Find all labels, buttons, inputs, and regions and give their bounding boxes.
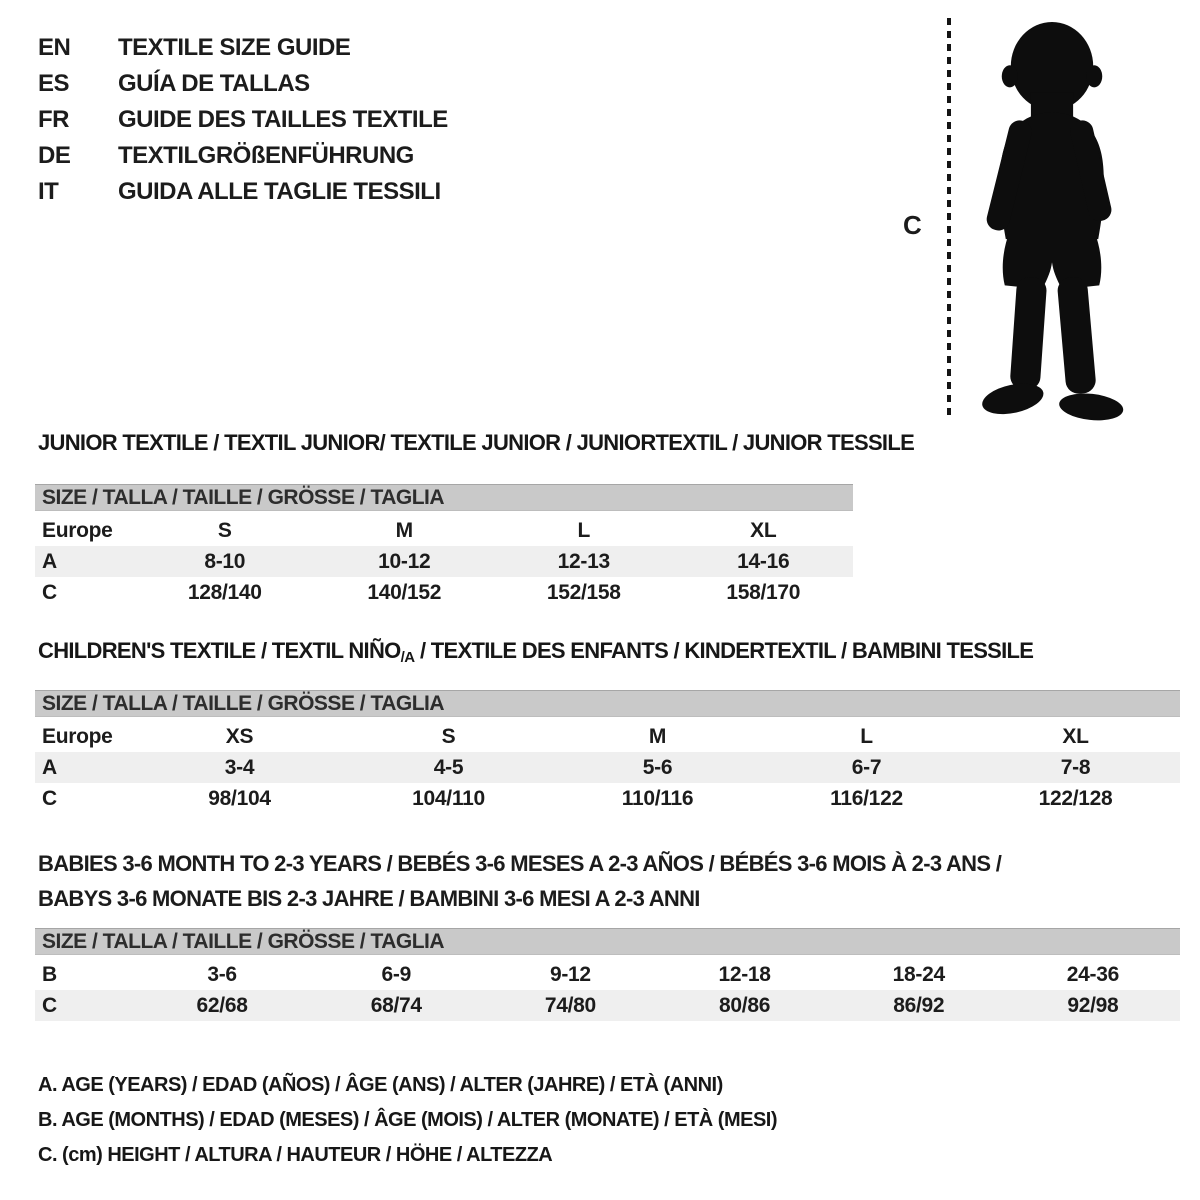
language-code: ES	[38, 70, 70, 97]
table-cell: 12-18	[718, 962, 771, 986]
table-row	[35, 990, 1180, 1021]
table-row	[35, 577, 853, 608]
table-row	[35, 752, 1180, 783]
children-title-subscript: /A	[400, 649, 415, 666]
table-cell: 152/158	[546, 580, 621, 604]
table-cell: 92/98	[1067, 993, 1119, 1017]
table-cell: 10-12	[378, 549, 431, 573]
table-cell: 5-6	[642, 755, 673, 779]
table-cell: 3-6	[207, 962, 237, 986]
language-row-en	[38, 30, 448, 66]
table-cell: L	[860, 724, 873, 748]
height-measure-dashed-line	[947, 18, 951, 420]
language-row-fr	[38, 102, 448, 138]
legend-line-b: B. AGE (MONTHS) / EDAD (MESES) / ÂGE (MOIS) / ALTER (MONATE) / ETÀ (MESI)	[38, 1109, 778, 1131]
table-cell: S	[217, 518, 232, 542]
children-size-header: SIZE / TALLA / TAILLE / GRÖSSE / TAGLIA	[35, 690, 1180, 717]
language-code: FR	[38, 106, 69, 133]
row-label: A	[42, 549, 57, 573]
language-list	[38, 30, 448, 210]
table-cell: 3-4	[224, 755, 255, 779]
children-section-title	[38, 638, 1033, 666]
language-label: GUÍA DE TALLAS	[118, 70, 310, 97]
language-row-de	[38, 138, 448, 174]
language-label: TEXTILE SIZE GUIDE	[118, 34, 351, 61]
table-cell: M	[395, 518, 413, 542]
table-cell: 110/116	[621, 786, 694, 810]
table-row	[35, 959, 1180, 990]
table-cell: 86/92	[893, 993, 945, 1017]
babies-size-header: SIZE / TALLA / TAILLE / GRÖSSE / TAGLIA	[35, 928, 1180, 955]
language-row-it	[38, 174, 448, 210]
table-cell: 6-7	[851, 755, 882, 779]
row-label: Europe	[42, 518, 113, 542]
table-cell: 14-16	[737, 549, 790, 573]
row-label: Europe	[42, 724, 113, 748]
children-size-table	[35, 690, 1180, 814]
table-cell: S	[441, 724, 456, 748]
junior-size-header: SIZE / TALLA / TAILLE / GRÖSSE / TAGLIA	[35, 484, 853, 511]
table-cell: 9-12	[549, 962, 591, 986]
row-label: C	[42, 786, 57, 810]
table-cell: 6-9	[381, 962, 411, 986]
table-row	[35, 721, 1180, 752]
language-code: DE	[38, 142, 71, 169]
junior-size-table	[35, 484, 853, 608]
table-cell: 98/104	[208, 786, 271, 810]
row-label: C	[42, 993, 57, 1017]
table-cell: L	[577, 518, 591, 542]
children-title-rest: / TEXTILE DES ENFANTS / KINDERTEXTIL / BAMBINI TESSILE	[414, 638, 1034, 663]
table-cell: 12-13	[557, 549, 610, 573]
table-row	[35, 546, 853, 577]
row-label: A	[42, 755, 57, 779]
language-label: TEXTILGRÖßENFÜHRUNG	[118, 142, 414, 169]
height-marker-label: C	[903, 210, 922, 240]
table-cell: 7-8	[1060, 755, 1091, 779]
table-cell: 122/128	[1038, 786, 1113, 810]
table-cell: M	[648, 724, 667, 748]
table-cell: XL	[1062, 724, 1089, 748]
language-label: GUIDA ALLE TAGLIE TESSILI	[118, 178, 441, 205]
table-cell: 158/170	[726, 580, 801, 604]
row-label: B	[42, 962, 57, 986]
table-cell: 4-5	[433, 755, 464, 779]
table-row	[35, 783, 1180, 814]
table-cell: 116/122	[830, 786, 903, 810]
language-row-es	[38, 66, 448, 102]
table-cell: XS	[225, 724, 254, 748]
children-title-main: CHILDREN'S TEXTILE / TEXTIL NIÑO	[38, 638, 401, 663]
table-row	[35, 515, 853, 546]
table-cell: 8-10	[204, 549, 246, 573]
babies-section-title	[38, 846, 1001, 916]
toddler-silhouette-icon	[963, 14, 1139, 424]
row-label: C	[42, 580, 57, 604]
legend-line-c: C. (cm) HEIGHT / ALTURA / HAUTEUR / HÖHE / ALTEZZA	[38, 1144, 553, 1166]
table-cell: 18-24	[892, 962, 945, 986]
table-cell: 80/86	[719, 993, 771, 1017]
table-cell: 128/140	[187, 580, 262, 604]
table-cell: 74/80	[544, 993, 596, 1017]
measurement-legend	[38, 1068, 777, 1173]
babies-size-table	[35, 928, 1180, 1021]
table-cell: 24-36	[1066, 962, 1120, 986]
table-cell: 140/152	[367, 580, 442, 604]
junior-section-title: JUNIOR TEXTILE / TEXTIL JUNIOR/ TEXTILE JUNIOR / JUNIORTEXTIL / JUNIOR TESSILE	[38, 430, 915, 455]
table-cell: XL	[750, 518, 777, 542]
babies-title-line2: BABYS 3-6 MONATE BIS 2-3 JAHRE / BAMBINI 3-6 MESI A 2-3 ANNI	[38, 886, 700, 911]
language-label: GUIDE DES TAILLES TEXTILE	[118, 106, 448, 133]
legend-line-a: A. AGE (YEARS) / EDAD (AÑOS) / ÂGE (ANS) / ALTER (JAHRE) / ETÀ (ANNI)	[38, 1074, 723, 1096]
babies-title-line1: BABIES 3-6 MONTH TO 2-3 YEARS / BEBÉS 3-6 MESES A 2-3 AÑOS / BÉBÉS 3-6 MOIS À 2-3 ANS /	[38, 851, 1002, 876]
table-cell: 68/74	[370, 993, 422, 1017]
language-code: IT	[38, 178, 59, 205]
table-cell: 62/68	[196, 993, 248, 1017]
language-code: EN	[38, 34, 71, 61]
table-cell: 104/110	[412, 786, 485, 810]
